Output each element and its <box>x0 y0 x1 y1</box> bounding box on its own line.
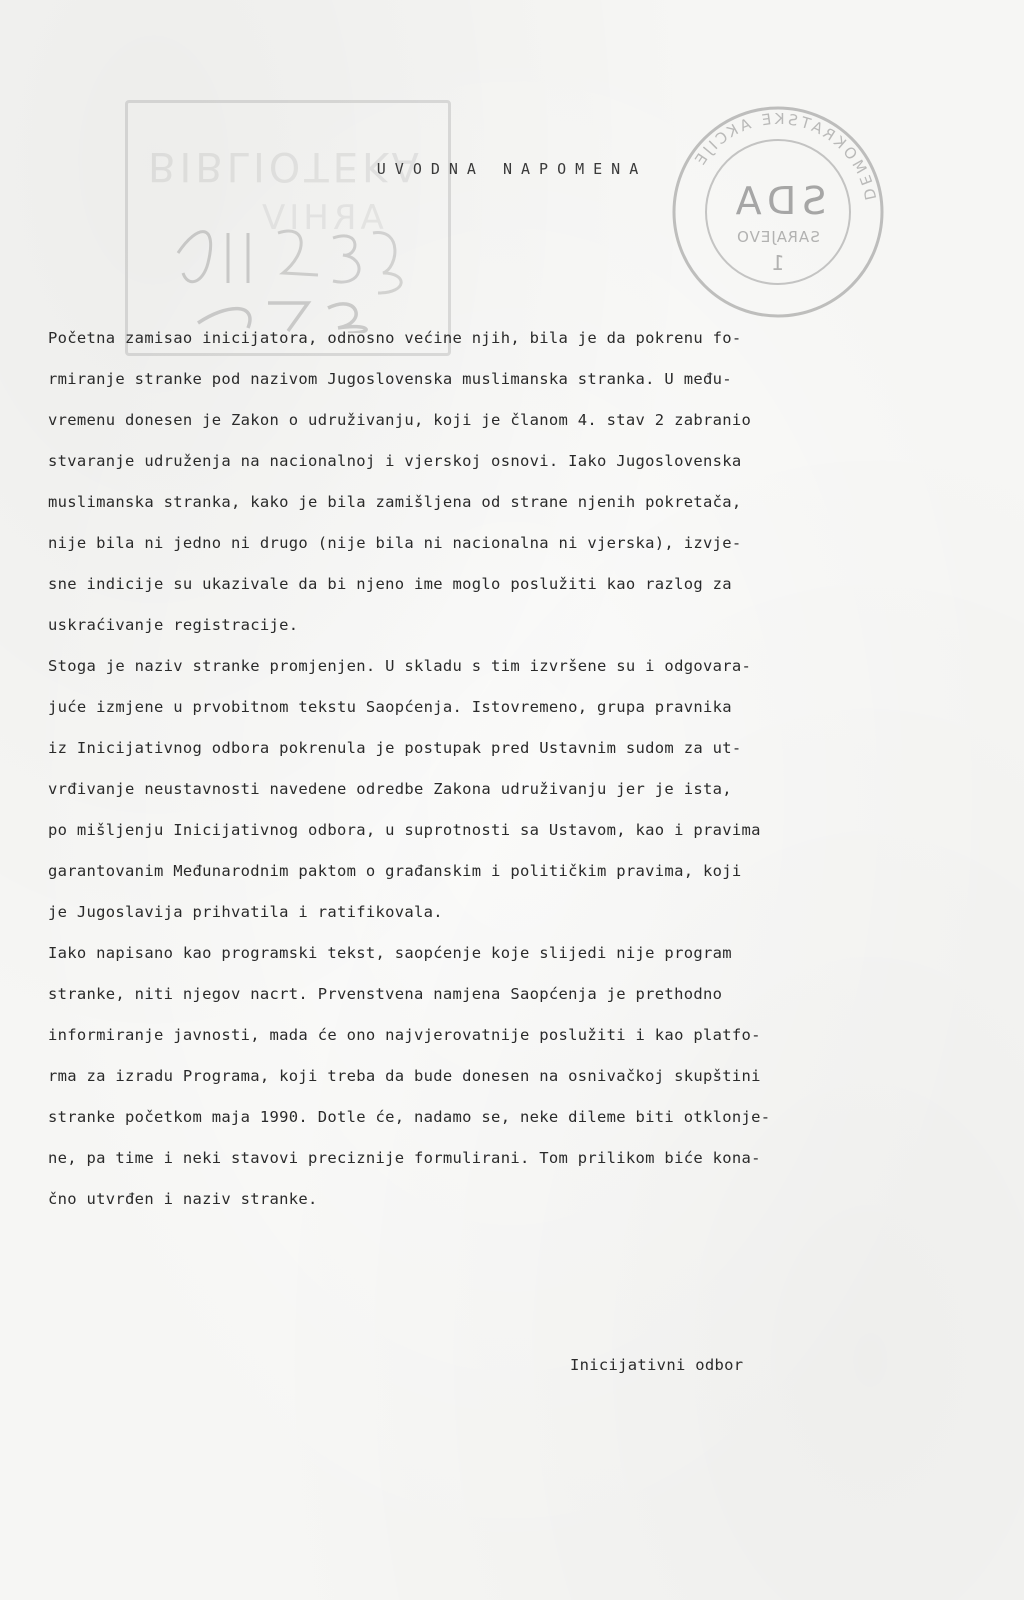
body-line: stvaranje udruženja na nacionalnoj i vjerskoj osnovi. Iako Jugoslovenska <box>48 452 742 470</box>
body-line: sne indicije su ukazivale da bi njeno ime moglo poslužiti kao razlog za <box>48 575 732 593</box>
body-line: informiranje javnosti, mada će ono najvjerovatnije poslužiti i kao platfo- <box>48 1026 761 1044</box>
body-line: iz Inicijativnog odbora pokrenula je postupak pred Ustavnim sudom za ut- <box>48 739 742 757</box>
body-line: ne, pa time i neki stavovi preciznije formulirani. Tom prilikom biće kona- <box>48 1149 761 1167</box>
library-stamp-word-2: ARHIV <box>258 198 384 238</box>
body-line: vremenu donesen je Zakon o udruživanju, koji je članom 4. stav 2 zabranio <box>48 411 752 429</box>
body-line: čno utvrđen i naziv stranke. <box>48 1190 318 1208</box>
body-line: Iako napisano kao programski tekst, saopćenje koje slijedi nije program <box>48 944 732 962</box>
signature-text: Inicijativni odbor <box>570 1356 744 1374</box>
library-stamp-word: BIBLIOTEKA <box>148 143 423 189</box>
handwritten-signature-icon <box>168 193 428 333</box>
body-line: garantovanim Međunarodnim paktom o građanskim i političkim pravima, koji <box>48 862 742 880</box>
svg-text:SARAJEVO: SARAJEVO <box>736 228 820 246</box>
svg-text:1: 1 <box>771 251 785 275</box>
body-line: uskraćivanje registracije. <box>48 616 299 634</box>
body-line: nije bila ni jedno ni drugo (nije bila ni nacionalna ni vjerska), izvje- <box>48 534 742 552</box>
body-line: rma za izradu Programa, koji treba da bude donesen na osnivačkoj skupštini <box>48 1067 761 1085</box>
body-line: Stoga je naziv stranke promjenjen. U skladu s tim izvršene su i odgovara- <box>48 657 752 675</box>
body-line: rmiranje stranke pod nazivom Jugoslovenska muslimanska stranka. U među- <box>48 370 732 388</box>
body-line: po mišljenju Inicijativnog odbora, u suprotnosti sa Ustavom, kao i pravima <box>48 821 761 839</box>
body-line: je Jugoslavija prihvatila i ratifikovala. <box>48 903 443 921</box>
body-line: stranke, niti njegov nacrt. Prvenstvena namjena Saopćenja je prethodno <box>48 985 723 1003</box>
body-line: vrđivanje neustavnosti navedene odredbe Zakona udruživanju jer je ista, <box>48 780 732 798</box>
svg-text:SDA: SDA <box>729 179 827 223</box>
document-title: UVODNA NAPOMENA <box>376 160 648 178</box>
body-line: muslimanska stranka, kako je bila zamišljena od strane njenih pokretača, <box>48 493 742 511</box>
body-line: stranke početkom maja 1990. Dotle će, nadamo se, neke dileme biti otklonje- <box>48 1108 771 1126</box>
body-line: Početna zamisao inicijatora, odnosno većine njih, bila je da pokrenu fo- <box>48 329 742 347</box>
document-body <box>48 318 908 1220</box>
body-line: juće izmjene u prvobitnom tekstu Saopćenja. Istovremeno, grupa pravnika <box>48 698 732 716</box>
sda-seal-icon <box>668 102 888 322</box>
svg-text:DEMOKRATSKE AKCIJE: DEMOKRATSKE AKCIJE <box>689 109 880 202</box>
